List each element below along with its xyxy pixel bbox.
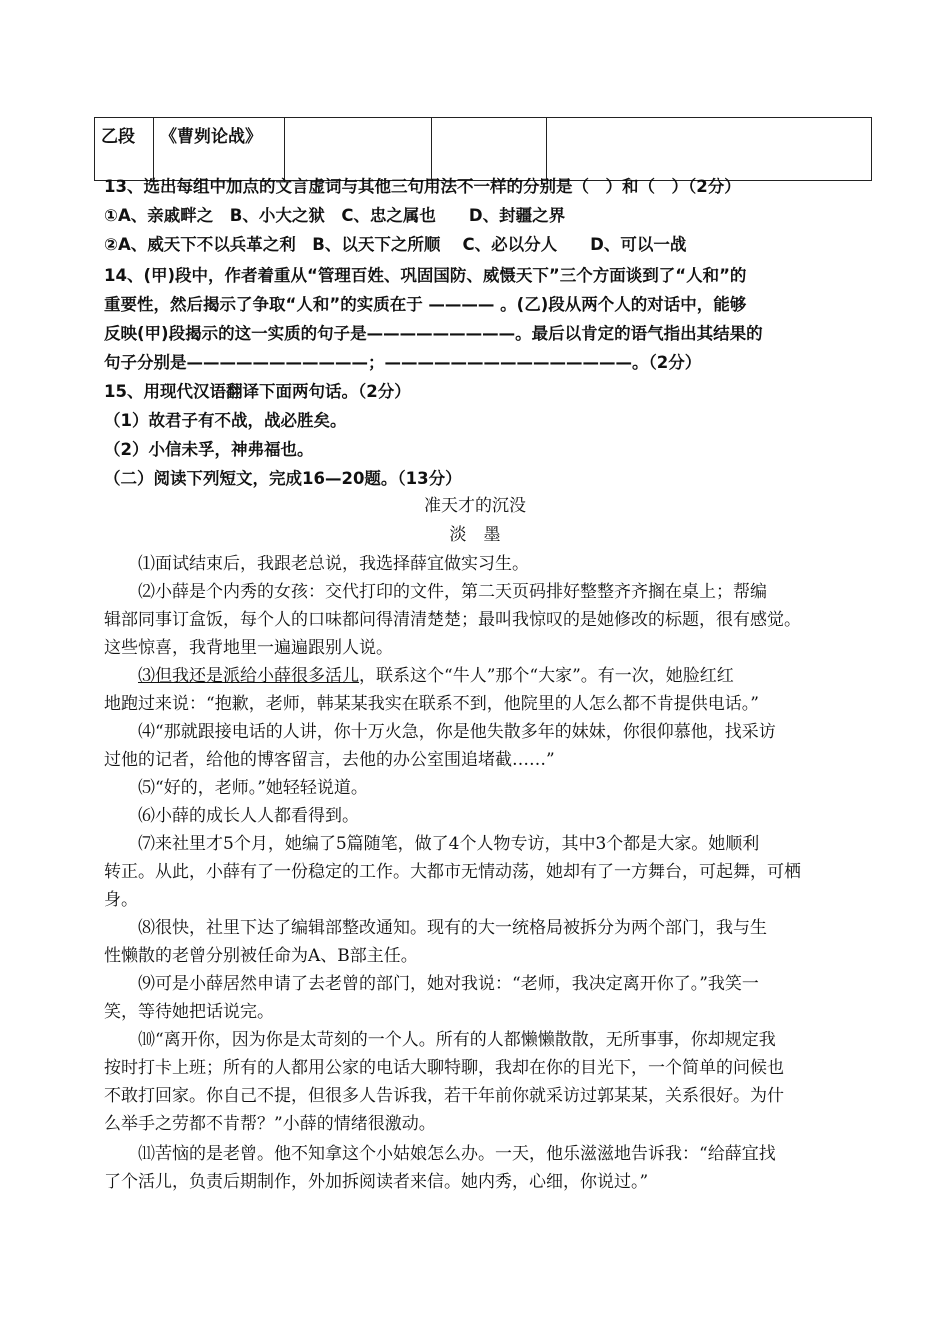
article-title: 准天才的沉没 (424, 496, 526, 516)
paragraph-3-rest: ，联系这个“牛人”那个“大家”。有一次，她脸红红 (359, 666, 734, 686)
paragraph-8-line-2: 性懒散的老曾分别被任命为A、B部主任。 (104, 946, 418, 966)
table-row (95, 118, 872, 181)
paragraph-7-line-2: 转正。从此，小薛有了一份稳定的工作。大都市无情动荡，她却有了一方舞台，可起舞，可栖 (104, 862, 801, 882)
table-cell-blank (432, 118, 547, 181)
paragraph-10-line-4: 么举手之劳都不肯帮？”小薛的情绪很激动。 (104, 1114, 436, 1134)
comparison-table (94, 117, 872, 181)
paragraph-11-line-2: 了个活儿，负责后期制作，外加拆阅读者来信。她内秀，心细，你说过。” (104, 1172, 649, 1192)
paragraph-3-line-1 (138, 662, 734, 690)
paragraph-1: ⑴面试结束后，我跟老总说，我选择薛宜做实习生。 (138, 554, 529, 574)
paragraph-10-line-3: 不敢打回家。你自己不提，但很多人告诉我，若干年前你就采访过郭某某，关系很好。为什 (104, 1086, 784, 1106)
question-14-line-2: 重要性，然后揭示了争取“人和”的实质在于 ———— 。(乙)段从两个人的对话中，能够 (104, 295, 747, 314)
paragraph-5: ⑸“好的，老师。”她轻轻说道。 (138, 778, 368, 798)
question-13-group-2: ②A、威天下不以兵革之利 B、以天下之所顺 C、必以分人 D、可以一战 (104, 235, 687, 254)
underlined-sentence: ⑶但我还是派给小薛很多活儿 (138, 666, 359, 686)
paragraph-2-line-3: 这些惊喜，我背地里一遍遍跟别人说。 (104, 638, 393, 658)
question-15: 15、用现代汉语翻译下面两句话。（2分） (104, 382, 411, 401)
question-14-line-1: 14、(甲)段中，作者着重从“管理百姓、巩固国防、威慑天下”三个方面谈到了“人和”的 (104, 266, 747, 285)
paragraph-4-line-1: ⑷“那就跟接电话的人讲，你十万火急，你是他失散多年的妹妹，你很仰慕他，找采访 (138, 722, 776, 742)
section-2-heading: （二）阅读下列短文，完成16—20题。（13分） (104, 469, 462, 488)
paragraph-8-line-1: ⑻很快，社里下达了编辑部整改通知。现有的大一统格局被拆分为两个部门，我与生 (138, 918, 767, 938)
paragraph-3-line-2: 地跑过来说：“抱歉，老师，韩某某我实在联系不到，他院里的人怎么都不肯提供电话。” (104, 694, 759, 714)
article-author: 淡 墨 (449, 525, 501, 545)
paragraph-6: ⑹小薛的成长人人都看得到。 (138, 806, 359, 826)
paragraph-9-line-1: ⑼可是小薛居然申请了去老曾的部门，她对我说：“老师，我决定离开你了。”我笑一 (138, 974, 759, 994)
paragraph-7-line-3: 身。 (104, 890, 138, 910)
question-14-line-3: 反映(甲)段揭示的这一实质的句子是—————————。最后以肯定的语气指出其结果的 (104, 324, 763, 343)
question-13: 13、选出每组中加点的文言虚词与其他三句用法不一样的分别是（ ）和（ ）（2分） (104, 177, 741, 196)
table-cell-section: 乙段 (95, 118, 154, 181)
table-cell-blank (285, 118, 432, 181)
question-13-group-1: ①A、亲戚畔之 B、小大之狱 C、忠之属也 D、封疆之界 (104, 206, 566, 225)
paragraph-2-line-1: ⑵小薛是个内秀的女孩：交代打印的文件，第二天页码排好整整齐齐搁在桌上；帮编 (138, 582, 767, 602)
paragraph-11-line-1: ⑾苦恼的是老曾。他不知拿这个小姑娘怎么办。一天，他乐滋滋地告诉我：“给薛宜找 (138, 1144, 776, 1164)
question-15-item-2: （2）小信未孚，神弗福也。 (104, 440, 314, 459)
paragraph-7-line-1: ⑺来社里才5个月，她编了5篇随笔，做了4个人物专访，其中3个都是大家。她顺利 (138, 834, 760, 854)
paragraph-2-line-2: 辑部同事订盒饭，每个人的口味都问得清清楚楚；最叫我惊叹的是她修改的标题，很有感觉。 (104, 610, 801, 630)
question-15-item-1: （1）故君子有不战，战必胜矣。 (104, 411, 347, 430)
paragraph-4-line-2: 过他的记者，给他的博客留言，去他的办公室围追堵截……” (104, 750, 555, 770)
paragraph-10-line-2: 按时打卡上班；所有的人都用公家的电话大聊特聊，我却在你的目光下，一个简单的问候也 (104, 1058, 784, 1078)
table-cell-title: 《曹刿论战》 (154, 118, 285, 181)
question-14-line-4: 句子分别是———————————；———————————————。（2分） (104, 353, 702, 372)
paragraph-10-line-1: ⑽“离开你，因为你是太苛刻的一个人。所有的人都懒懒散散，无所事事，你却规定我 (138, 1030, 776, 1050)
paragraph-9-line-2: 笑，等待她把话说完。 (104, 1002, 274, 1022)
table-cell-blank (547, 118, 872, 181)
